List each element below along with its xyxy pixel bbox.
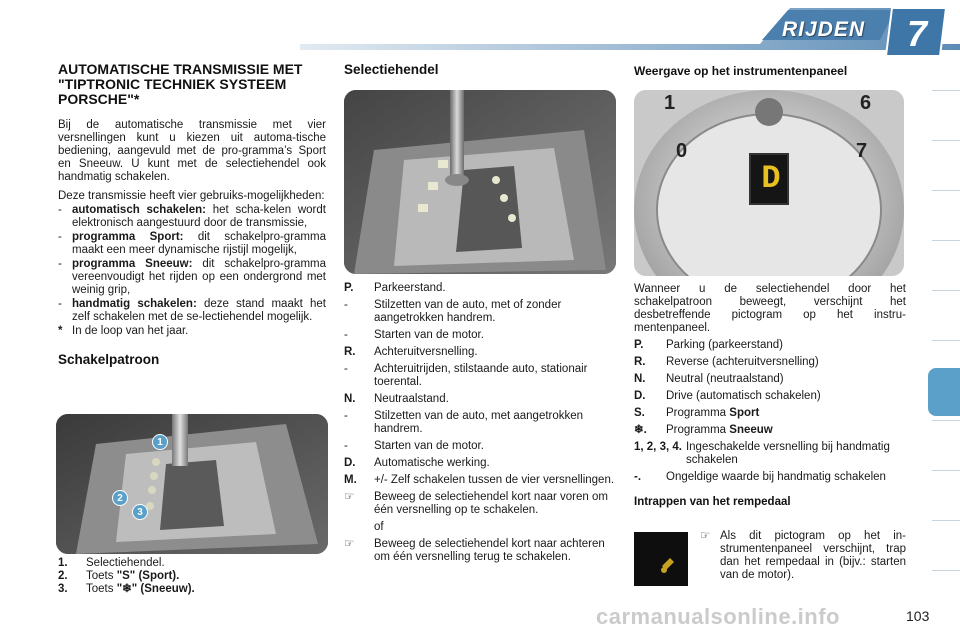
selector-item [344,299,616,325]
callout-2: 2 [112,490,128,506]
photo-legend [58,557,326,596]
display-key: ❄. [634,424,647,436]
mode-dash: - [58,298,62,310]
display-text [666,356,906,369]
selector-key: R. [344,346,356,358]
display-key: P. [634,339,644,351]
active-chapter-tab[interactable] [928,368,960,416]
display-explanation [634,283,906,508]
selector-key: M. [344,474,357,486]
selector-text: Starten van de motor. [374,440,484,452]
display-item [634,373,906,386]
legend-number: 3. [58,583,68,595]
mode-desc: deze stand maakt het zelf schakelen met de se-lectiehendel mogelijk. [72,298,326,323]
gauge-number-7: 7 [856,140,868,162]
selector-text: Starten van de motor. [374,329,484,341]
legend-item [58,583,326,596]
brake-note [700,530,906,582]
legend-label: Selectiehendel. [86,557,165,569]
selector-item [344,538,616,564]
selector-lever-photo [344,90,616,274]
selector-item [344,282,616,295]
display-item [634,339,906,352]
selector-item [344,474,616,487]
legend-text [86,583,326,596]
column-selector [344,62,616,77]
display-label: Parking (parkeerstand) [666,339,783,351]
selector-key: D. [344,457,356,469]
display-text [666,339,906,352]
section-title-weergave: Weergave op het instrumentenpaneel [634,64,848,78]
legend-number: 2. [58,570,68,582]
mode-desc: het scha-kelen wordt elektronisch aangestuurd door de transmissie, [72,204,326,229]
display-item [634,356,906,369]
display-item [634,471,906,484]
section-title-schakelpatroon: Schakelpatroon [58,352,160,367]
footnote-text: In de loop van het jaar. [72,325,189,337]
chapter-index-tabs [924,70,960,590]
gauge-number-0: 0 [676,140,688,162]
mode-dash: - [58,204,62,216]
column-instrument-display [634,64,906,78]
selector-text: Neutraalstand. [374,393,449,405]
mode-item [58,298,326,324]
selector-text: Stilzetten van de auto, met of zonder aangetrokken handrem. [374,299,562,324]
display-label: Programma [666,407,730,419]
chapter-number: 7 [906,13,928,54]
selector-key: P. [344,282,354,294]
selector-key: - [344,299,348,311]
selector-key: - [344,329,348,341]
mode-text [72,298,326,324]
display-bold: Sport [729,407,760,419]
section-title-transmission: AUTOMATISCHE TRANSMISSIE MET "TIPTRONIC TECHNIEK SYSTEEM PORSCHE"* [58,61,303,107]
page-number: 103 [906,608,930,624]
mode-desc: dit schakelpro-gramma maakt een meer dynamische rijstijl mogelijk, [72,231,326,256]
display-intro: Wanneer u de selectiehendel door het schakelpatroon beweegt, verschijnt het desbetreffende pictogram op het instru-mentenpaneel. [634,283,906,334]
selector-text: Achteruitrijden, stilstaande auto, stationair toerental. [374,363,588,388]
gear-display-letter: D [761,160,781,197]
legend-number: 1. [58,557,68,569]
callout-1: 1 [152,434,168,450]
modes-intro: Deze transmissie heeft vier gebruiks-mogelijkheden: [58,190,325,202]
legend-label: Toets [86,570,117,582]
selector-text: Achteruitversnelling. [374,346,478,358]
display-key: N. [634,373,646,385]
display-item [634,441,906,467]
display-item [634,424,906,437]
mode-key: automatisch schakelen: [72,204,206,216]
selector-key [344,521,374,534]
legend-key: "S" (Sport). [116,570,180,582]
mode-desc: dit schakelpro-gramma vereenvoudigt het rijden op een ondergrond met weinig grip, [72,258,326,296]
display-text [686,441,906,467]
display-text [666,390,906,403]
legend-label: Toets [86,583,117,595]
display-label: Reverse (achteruitversnelling) [666,356,819,368]
legend-key: "❄" (Sneeuw). [116,583,195,595]
selector-text: Automatische werking. [374,457,490,469]
mode-key: programma Sport: [72,231,184,243]
selector-text: Beweeg de selectiehendel kort naar achteren om één versnelling terug te schakelen. [374,538,605,563]
selector-item [344,410,616,436]
mode-text [72,204,326,230]
callout-3: 3 [132,504,148,520]
selector-key: - [344,410,348,422]
footnote-mark: * [58,325,63,337]
brake-note-text: Als dit pictogram op het in-strumentenpaneel verschijnt, trap dan het rempedaal in (bijv.: starten van de motor). [720,530,906,581]
selector-text: Beweeg de selectiehendel kort naar voren om één versnelling op te schakelen. [374,491,608,516]
mode-dash: - [58,231,62,243]
selector-key: - [344,363,348,375]
selector-item [344,346,616,359]
mode-text [72,231,326,257]
selector-key: - [344,440,348,452]
display-text [666,407,906,420]
display-label: Ingeschakelde versnelling bij handmatig schakelen [685,441,890,466]
display-key: 1, 2, 3, 4. [634,441,682,453]
display-text [666,424,906,437]
selector-text: Stilzetten van de auto, met aangetrokken handrem. [374,410,584,435]
display-label: Programma [666,424,730,436]
section-title-selectiehendel: Selectiehendel [344,62,439,77]
selector-item [344,521,616,534]
display-key: D. [634,390,646,402]
chapter-title: RIJDEN [782,18,866,41]
mode-text [72,258,326,297]
selector-text: Parkeerstand. [374,282,446,294]
pointer-icon: ☞ [700,530,711,542]
legend-item [58,570,326,583]
modes-list [58,204,326,324]
selector-item [344,363,616,389]
display-key: -. [634,471,642,483]
display-key: S. [634,407,645,419]
legend-text [86,570,326,583]
gear-pattern-photo [56,414,328,554]
mode-dash: - [58,258,62,270]
display-item [634,390,906,403]
mode-item [58,231,326,257]
selector-text: of [374,521,384,533]
legend-text [86,557,326,570]
selector-item [344,329,616,342]
section-title-rempedaal: Intrappen van het rempedaal [634,496,791,508]
selector-key: ☞ [344,491,355,503]
display-label: Drive (automatisch schakelen) [666,390,821,402]
selector-item [344,457,616,470]
chapter-header [0,0,960,60]
selector-item [344,491,616,517]
gauge-number-6: 6 [860,92,872,114]
selector-positions-list [344,282,616,568]
display-bold: Sneeuw [729,424,773,436]
column-transmission [58,62,326,367]
selector-key: ☞ [344,538,355,550]
mode-key: handmatig schakelen: [72,298,197,310]
mode-key: programma Sneeuw: [72,258,193,270]
selector-item [344,440,616,453]
display-label: Neutral (neutraalstand) [666,373,784,385]
intro-paragraph: Bij de automatische transmissie met vier versnellingen kunt u kiezen uit automa-tische bediening, aangevuld met de pro-gramma’s Sport en Sneeuw. U kunt met de selectiehendel ook handmatig schakelen. [58,119,326,183]
watermark: carmanualsonline.info [596,604,840,629]
display-text [666,373,906,386]
display-key: R. [634,356,646,368]
display-label: Ongeldige waarde bij handmatig schakelen [666,471,886,483]
display-text [666,471,906,484]
footnote [58,325,326,338]
gauge-number-1: 1 [664,92,676,114]
mode-item [58,204,326,230]
selector-text: +/- Zelf schakelen tussen de vier versnellingen. [374,474,615,486]
selector-key: N. [344,393,356,405]
legend-item [58,557,326,570]
display-item [634,407,906,420]
mode-item [58,258,326,297]
brake-pedal-icon [634,532,688,586]
selector-item [344,393,616,406]
